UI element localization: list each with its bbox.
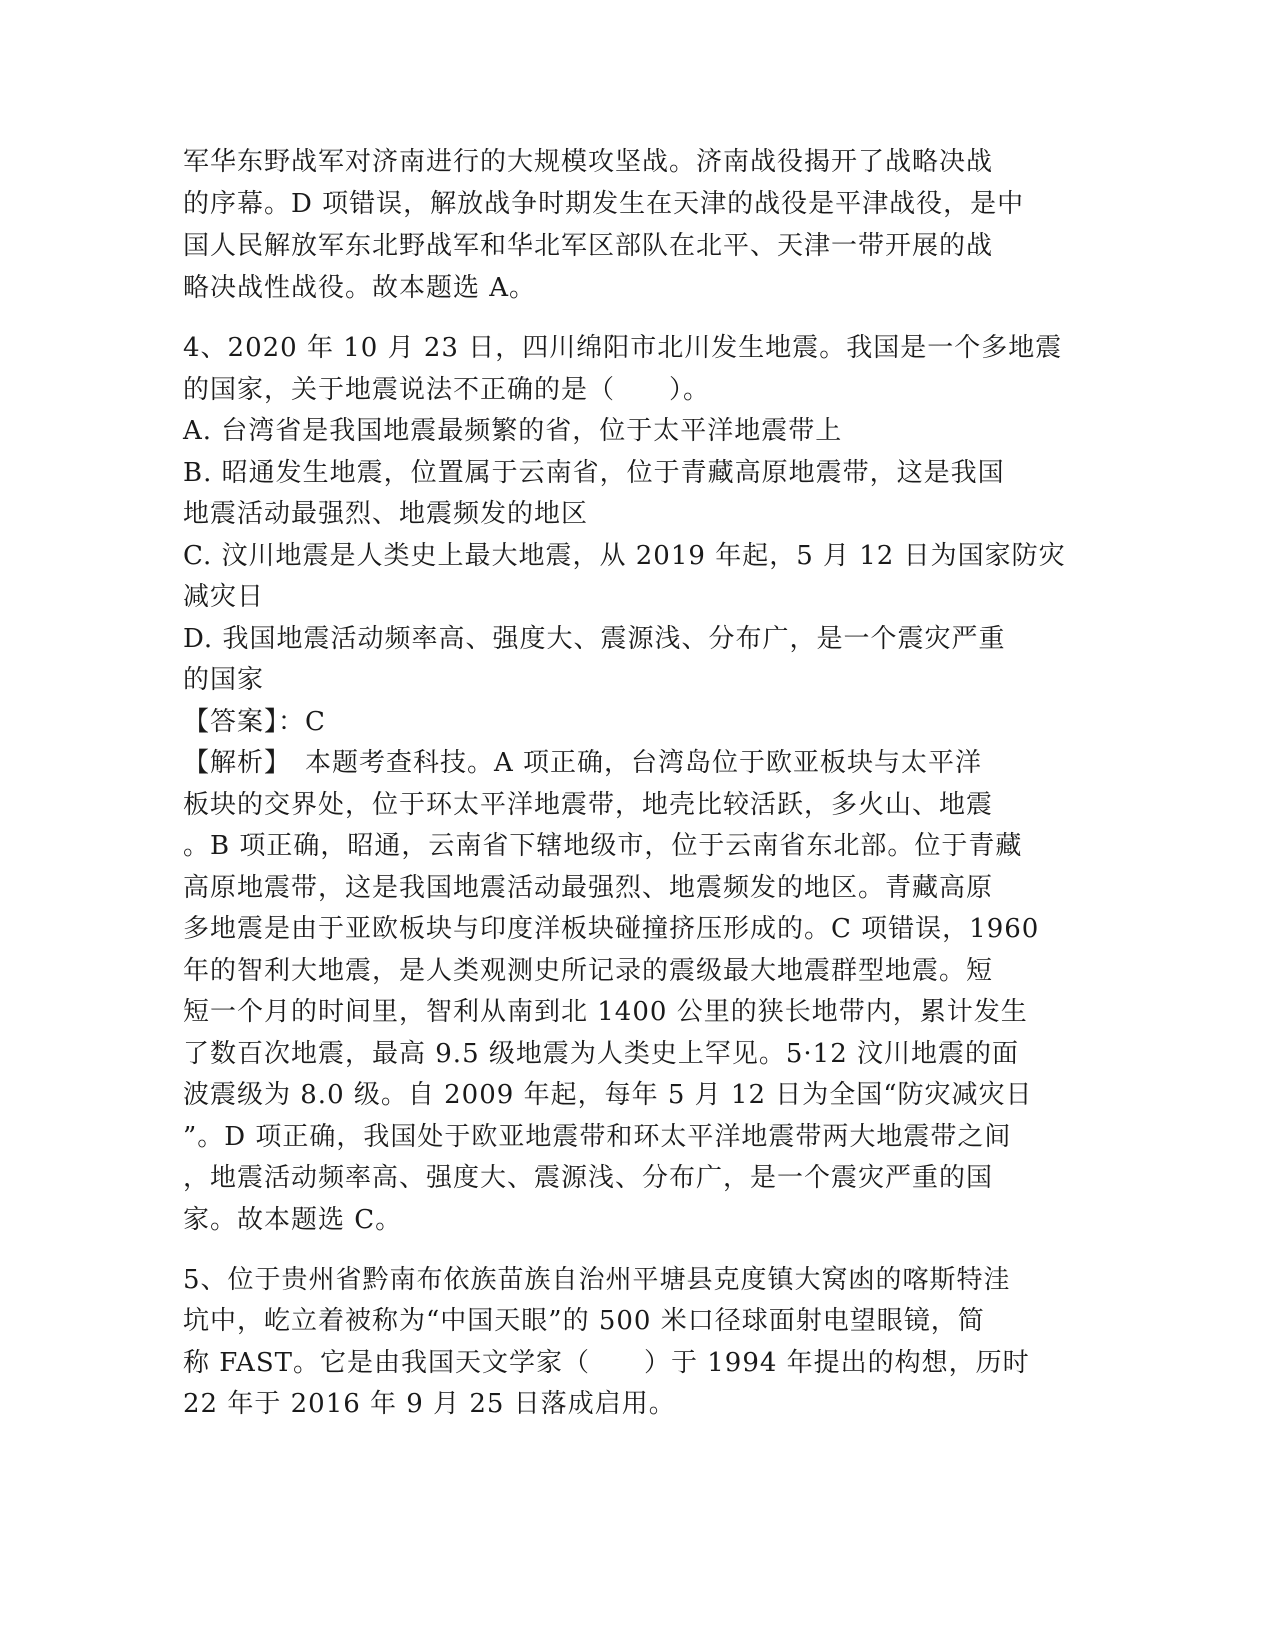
explanation-line: 【解析】 本题考查科技。A 项正确，台湾岛位于欧亚板块与太平洋	[183, 748, 983, 778]
question-5-line: 坑中，屹立着被称为“中国天眼”的 500 米口径球面射电望眼镜，简	[183, 1306, 985, 1336]
text-line: 略决战性战役。故本题选 A。	[183, 273, 537, 303]
text-line: 军华东野战军对济南进行的大规模攻坚战。济南战役揭开了战略决战	[183, 147, 994, 177]
option-d: D. 我国地震活动频率高、强度大、震源浅、分布广，是一个震灾严重	[183, 624, 1006, 654]
explanation-line: ”。D 项正确，我国处于欧亚地震带和环太平洋地震带两大地震带之间	[183, 1122, 1012, 1152]
explanation-line: 年的智利大地震，是人类观测史所记录的震级最大地震群型地震。短	[183, 956, 994, 986]
text-line: 国人民解放军东北野战军和华北军区部队在北平、天津一带开展的战	[183, 231, 994, 261]
explanation-line: 了数百次地震，最高 9.5 级地震为人类史上罕见。5·12 汶川地震的面	[183, 1039, 1020, 1069]
explanation-line: 家。故本题选 C。	[183, 1205, 403, 1235]
explanation-line: 波震级为 8.0 级。自 2009 年起，每年 5 月 12 日为全国“防灾减灾日	[183, 1080, 1033, 1110]
explanation-line: ，地震活动频率高、强度大、震源浅、分布广，是一个震灾严重的国	[183, 1163, 994, 1193]
explanation-line: 多地震是由于亚欧板块与印度洋板块碰撞挤压形成的。C 项错误，1960	[183, 914, 1040, 944]
explanation-line: 高原地震带，这是我国地震活动最强烈、地震频发的地区。青藏高原	[183, 873, 994, 903]
question-5-line: 22 年于 2016 年 9 月 25 日落成启用。	[183, 1389, 676, 1419]
option-b: B. 昭通发生地震，位置属于云南省，位于青藏高原地震带，这是我国	[183, 458, 1005, 488]
question-5-line: 称 FAST。它是由我国天文学家（ ）于 1994 年提出的构想，历时	[183, 1348, 1030, 1378]
question-5-line: 5、位于贵州省黔南布依族苗族自治州平塘县克度镇大窝凼的喀斯特洼	[183, 1265, 1011, 1295]
answer-line: 【答案】：C	[183, 707, 326, 737]
explanation-line: 板块的交界处，位于环太平洋地震带，地壳比较活跃，多火山、地震	[183, 790, 994, 820]
option-c: C. 汶川地震是人类史上最大地震，从 2019 年起，5 月 12 日为国家防灾	[183, 541, 1066, 571]
option-d-continued: 的国家	[183, 665, 265, 695]
option-a: A. 台湾省是我国地震最频繁的省，位于太平洋地震带上	[183, 416, 843, 446]
explanation-line: 。B 项正确，昭通，云南省下辖地级市，位于云南省东北部。位于青藏	[183, 831, 1023, 861]
option-c-continued: 减灾日	[183, 582, 265, 612]
text-line: 的序幕。D 项错误，解放战争时期发生在天津的战役是平津战役，是中	[183, 189, 1025, 219]
question-4-line: 4、2020 年 10 月 23 日，四川绵阳市北川发生地震。我国是一个多地震	[183, 333, 1063, 363]
question-4-line: 的国家，关于地震说法不正确的是（ ）。	[183, 375, 711, 405]
option-b-continued: 地震活动最强烈、地震频发的地区	[183, 499, 589, 529]
explanation-line: 短一个月的时间里，智利从南到北 1400 公里的狭长地带内，累计发生	[183, 997, 1028, 1027]
